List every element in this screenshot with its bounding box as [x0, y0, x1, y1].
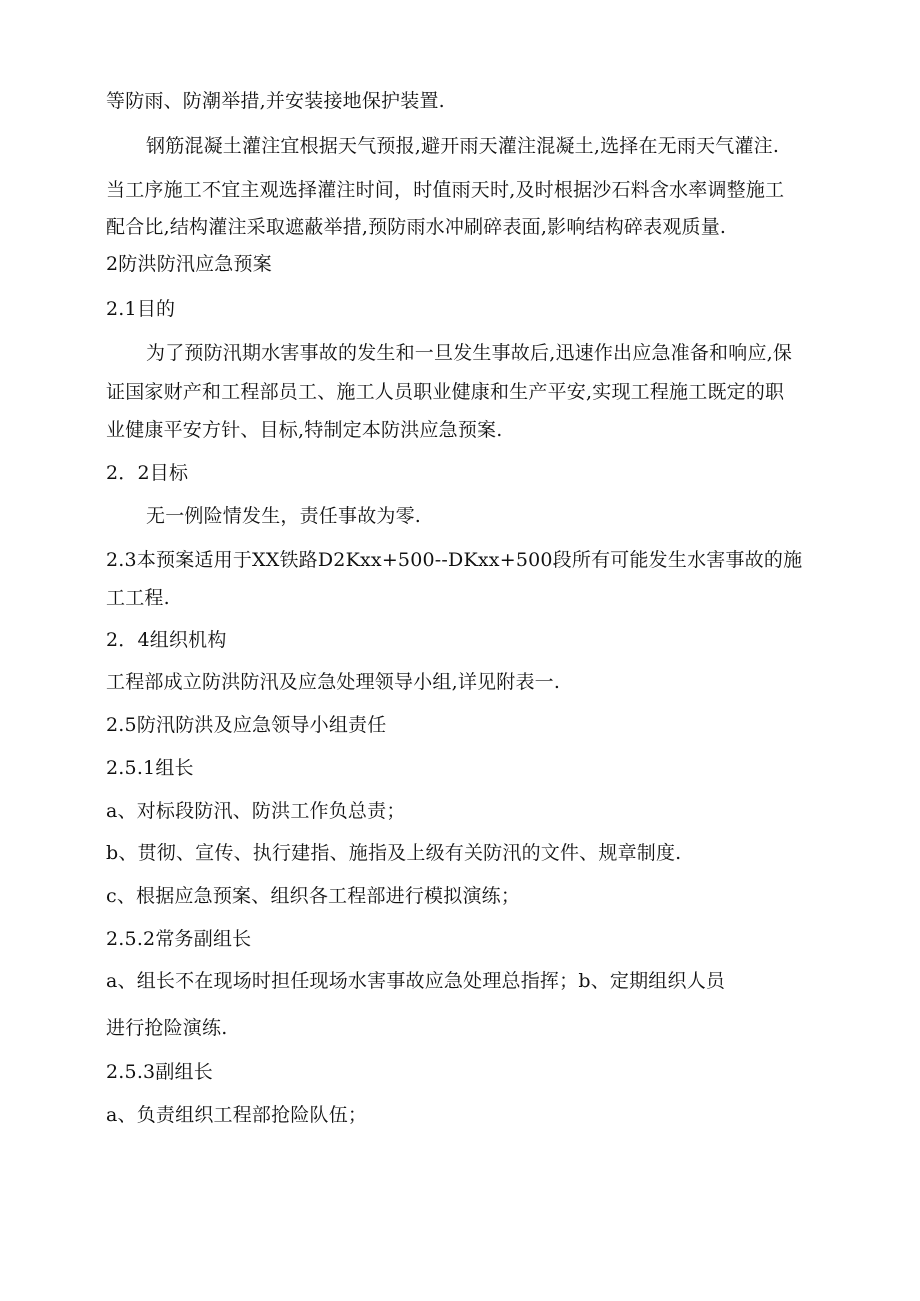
list-item: a、负责组织工程部抢险队伍； [106, 1104, 368, 1126]
subsubsection-heading: 2.5.3副组长 [106, 1061, 213, 1083]
text-line: 工程部成立防洪防汛及应急处理领导小组,详见附表一. [106, 671, 561, 693]
text-line: 证国家财产和工程部员工、施工人员职业健康和生产平安,实现工程施工既定的职 [106, 381, 785, 403]
subsection-heading: 2.5防汛防洪及应急领导小组责任 [106, 714, 387, 736]
list-item: b、贯彻、宣传、执行建指、施指及上级有关防汛的文件、规章制度. [106, 842, 682, 864]
list-item: c、根据应急预案、组织各工程部进行模拟演练； [106, 885, 521, 907]
subsection-heading: 2．4组织机构 [106, 629, 227, 651]
section-heading: 2防洪防汛应急预案 [106, 253, 272, 275]
text-line: 无一例险情发生，责任事故为零. [146, 505, 422, 527]
text-line: 2.3本预案适用于XX铁路D2Kxx+500--DKxx+500段所有可能发生水害事故的施 [106, 549, 803, 571]
text-line: 等防雨、防潮举措,并安装接地保护装置. [106, 90, 445, 112]
text-line: 进行抢险演练. [106, 1017, 228, 1039]
subsection-heading: 2．2目标 [106, 462, 189, 484]
text-line: 钢筋混凝土灌注宜根据天气预报,避开雨天灌注混凝土,选择在无雨天气灌注. [146, 135, 780, 157]
text-line: 业健康平安方针、目标,特制定本防洪应急预案. [106, 419, 503, 441]
text-line: 为了预防汛期水害事故的发生和一旦发生事故后,迅速作出应急准备和响应,保 [146, 342, 793, 364]
text-line: 当工序施工不宜主观选择灌注时间，时值雨天时,及时根据沙石料含水率调整施工 [106, 179, 785, 201]
text-line: 配合比,结构灌注采取遮蔽举措,预防雨水冲刷碎表面,影响结构碎表观质量. [106, 216, 727, 238]
list-item: a、对标段防汛、防洪工作负总责； [106, 800, 406, 822]
text-line: 工工程. [106, 587, 170, 609]
subsubsection-heading: 2.5.2常务副组长 [106, 928, 252, 950]
subsubsection-heading: 2.5.1组长 [106, 757, 194, 779]
subsection-heading: 2.1目的 [106, 298, 176, 320]
list-item: a、组长不在现场时担任现场水害事故应急处理总指挥；b、定期组织人员 [106, 970, 726, 992]
